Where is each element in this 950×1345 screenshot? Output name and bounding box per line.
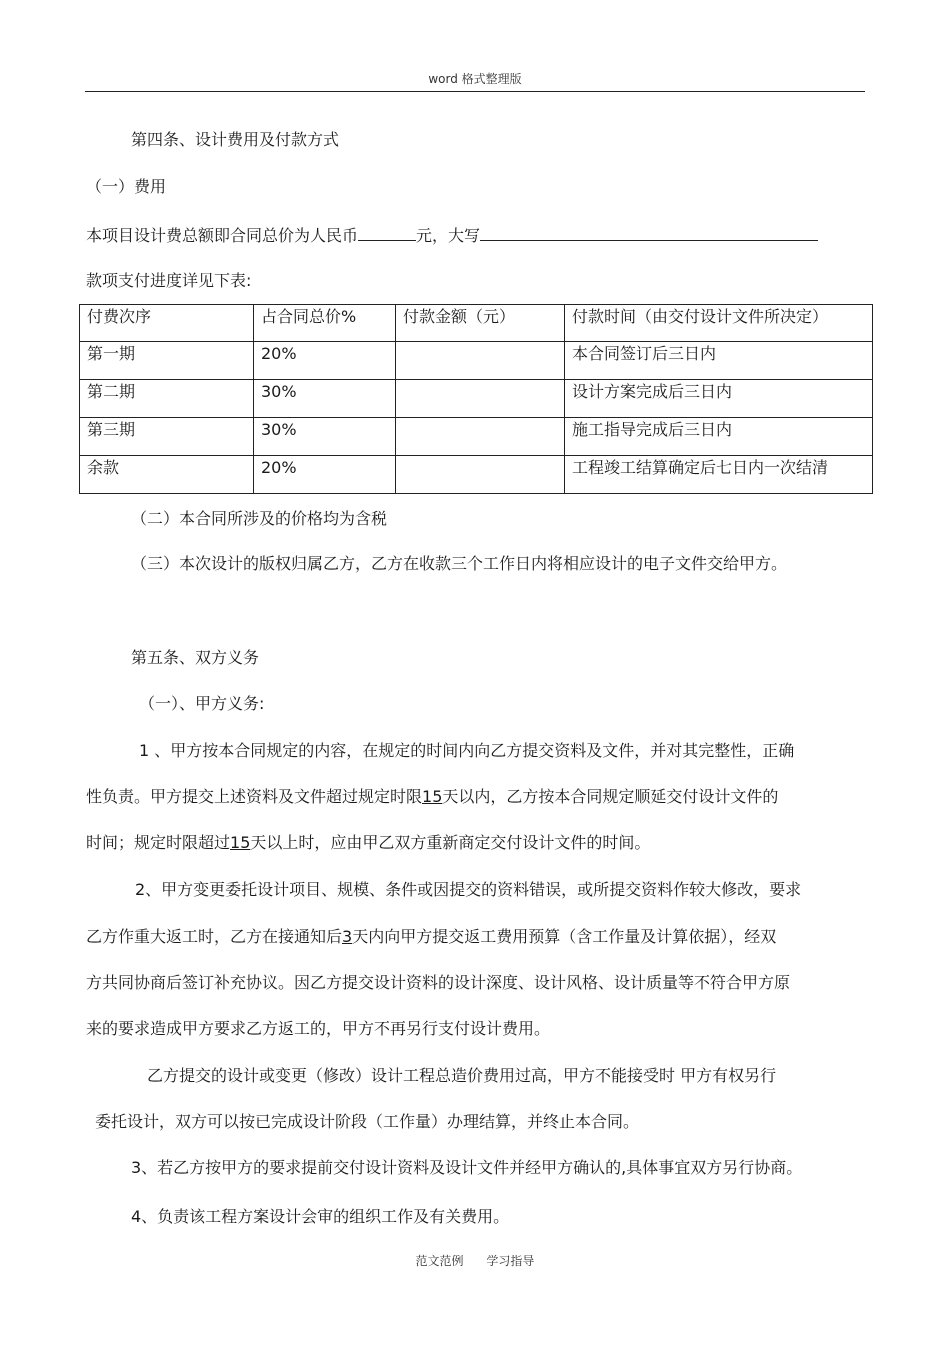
days-limit-value: 15 <box>422 787 443 806</box>
header-divider <box>85 91 865 92</box>
days-limit-value: 15 <box>230 833 251 852</box>
table-cell <box>396 418 565 456</box>
section5-sub1: （一）、甲方义务: <box>139 694 265 713</box>
table-row <box>80 418 873 456</box>
table-header-cell: 付款时间（由交付设计文件所决定） <box>565 305 873 342</box>
item2-line2 <box>86 927 776 947</box>
section4-sub3: （三）本次设计的版权归属乙方，乙方在收款三个工作日内将相应设计的电子文件交给甲方。 <box>131 554 788 573</box>
fee-line <box>86 224 818 246</box>
item1-line2 <box>86 787 778 807</box>
item2-line1: 2、甲方变更委托设计项目、规模、条件或因提交的资料错误，或所提交资料作较大修改，要求 <box>135 880 802 899</box>
table-cell: 施工指导完成后三日内 <box>565 418 873 456</box>
item1-line2-text: 性负责。甲方提交上述资料及文件超过规定时限 <box>86 787 423 806</box>
item2-line3: 方共同协商后签订补充协议。因乙方提交设计资料的设计深度、设计风格、设计质量等不符合甲方原 <box>86 973 791 992</box>
extra-para-line1: 乙方提交的设计或变更（修改）设计工程总造价费用过高，甲方不能接受时 甲方有权另行 <box>147 1066 777 1085</box>
item1-line3-text: 时间；规定时限超过 <box>86 833 231 852</box>
item3: 3、若乙方按甲方的要求提前交付设计资料及设计文件并经甲方确认的,具体事宜双方另行协商。 <box>131 1158 803 1177</box>
page-header: word 格式整理版 <box>428 72 522 86</box>
item2-line2-text: 天内向甲方提交返工费用预算（含工作量及计算依据），经双 <box>352 927 777 946</box>
page-footer: 范文范例 学习指导 <box>415 1254 535 1268</box>
item1-line2-text: 天以内，乙方按本合同规定顺延交付设计文件的 <box>442 787 779 806</box>
section4-heading: 第四条、设计费用及付款方式 <box>131 130 340 149</box>
section4-sub1: （一）费用 <box>86 177 167 196</box>
table-cell: 20% <box>254 342 396 380</box>
item4: 4、负责该工程方案设计会审的组织工作及有关费用。 <box>131 1207 510 1226</box>
section5-heading: 第五条、双方义务 <box>131 648 260 667</box>
table-cell: 本合同签订后三日内 <box>565 342 873 380</box>
payment-schedule-table <box>79 304 873 494</box>
table-cell: 第二期 <box>80 380 254 418</box>
table-cell: 第三期 <box>80 418 254 456</box>
table-header-row <box>80 305 873 342</box>
table-cell: 工程竣工结算确定后七日内一次结清 <box>565 456 873 494</box>
table-cell: 余款 <box>80 456 254 494</box>
table-cell: 20% <box>254 456 396 494</box>
amount-words-blank <box>480 224 818 241</box>
table-header-cell: 付费次序 <box>80 305 254 342</box>
table-cell <box>396 456 565 494</box>
extra-para-line2: 委托设计，双方可以按已完成设计阶段（工作量）办理结算，并终止本合同。 <box>95 1112 640 1131</box>
table-header-cell: 付款金额（元） <box>396 305 565 342</box>
item1-line3-text: 天以上时，应由甲乙双方重新商定交付设计文件的时间。 <box>250 833 651 852</box>
item1-line1: 1 、甲方按本合同规定的内容，在规定的时间内向乙方提交资料及文件，并对其完整性，正确 <box>139 741 795 760</box>
table-intro: 款项支付进度详见下表: <box>86 271 252 290</box>
table-cell <box>396 342 565 380</box>
table-cell: 30% <box>254 380 396 418</box>
amount-blank <box>358 224 416 241</box>
table-row <box>80 380 873 418</box>
item1-line3 <box>86 833 650 853</box>
table-row <box>80 456 873 494</box>
item2-line4: 来的要求造成甲方要求乙方返工的，甲方不再另行支付设计费用。 <box>86 1019 551 1038</box>
table-cell <box>396 380 565 418</box>
table-cell: 30% <box>254 418 396 456</box>
notice-days-value: 3 <box>342 927 353 946</box>
table-cell: 第一期 <box>80 342 254 380</box>
section4-sub2: （二）本合同所涉及的价格均为含税 <box>131 509 388 528</box>
table-cell: 设计方案完成后三日内 <box>565 380 873 418</box>
item2-line2-text: 乙方作重大返工时，乙方在接通知后 <box>86 927 343 946</box>
fee-line-text-2: 元，大写 <box>416 226 481 245</box>
table-row <box>80 342 873 380</box>
table-header-cell: 占合同总价% <box>254 305 396 342</box>
fee-line-text-1: 本项目设计费总额即合同总价为人民币 <box>86 226 359 245</box>
